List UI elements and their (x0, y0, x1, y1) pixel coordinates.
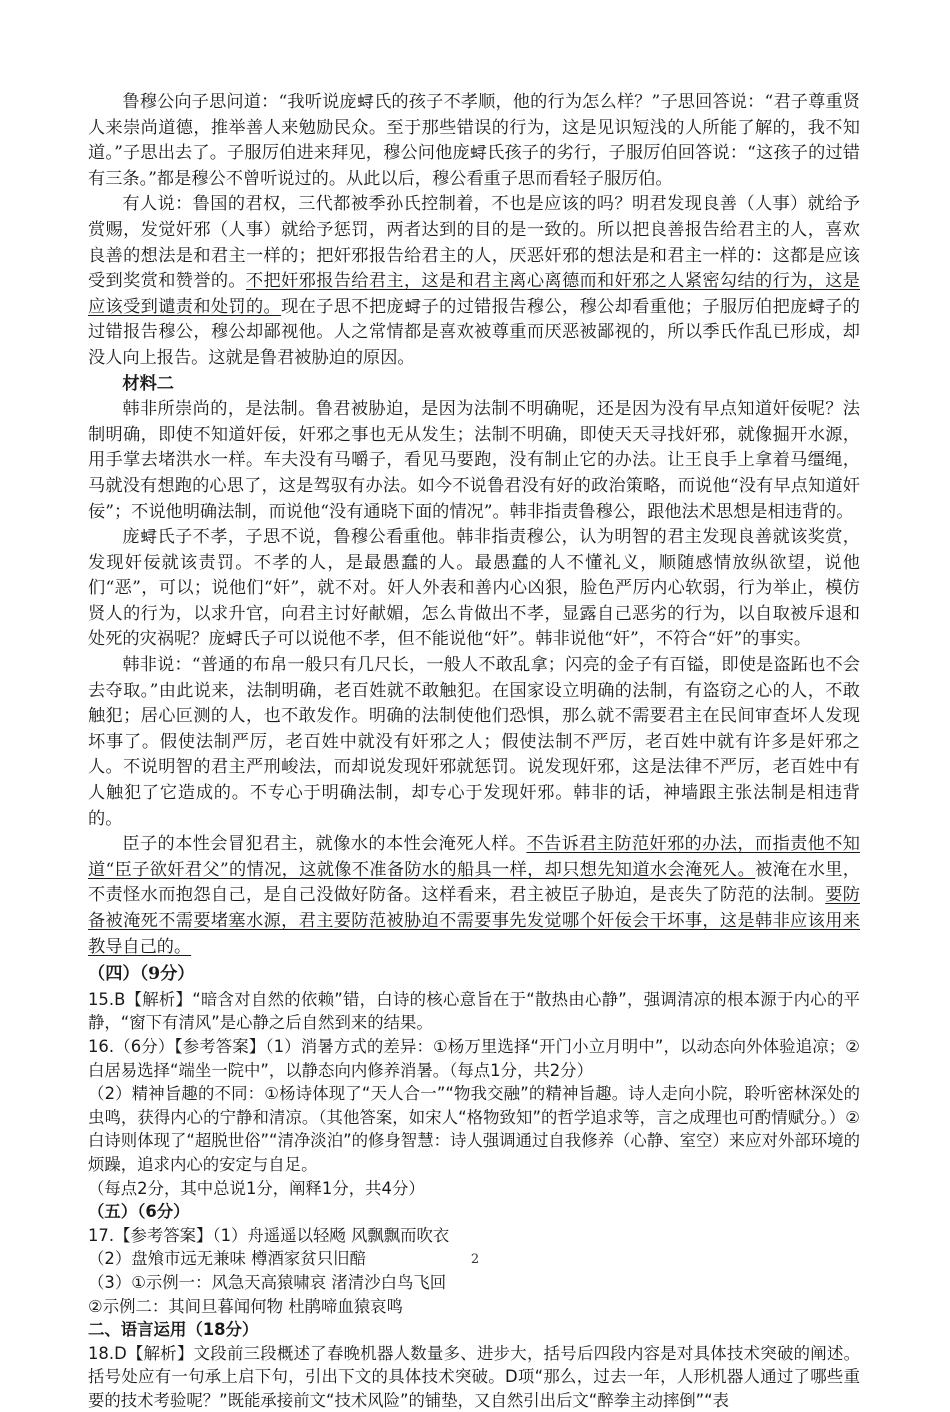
answer-q16-scoring: （每点2分，其中总说1分，阐释1分，共4分） (88, 1178, 425, 1198)
answer-q17-line1: 17.【参考答案】（1）舟遥遥以轻飏 风飘飘而吹衣 (88, 1225, 450, 1245)
section-four-heading: （四）（9分） (88, 964, 195, 985)
material-one-paragraph-1: 鲁穆公向子思问道：“我听说庞𫊻氏的孩子不孝顺，他的行为怎么样？”子思回答说：“君子尊重贤人来崇尚道德，推举善人来勉励民众。至于那些错误的行为，这是见识短浅的人所能了解的，我不知道。”子思出去了。子服厉伯进来拜见，穆公问他庞𫊻氏孩子的劣行，子服厉伯回答说：“这孩子的过错有三条。”都是穆公不曾听说过的。从此以后，穆公看重子思而看轻子服厉伯。 (88, 92, 860, 189)
paragraph-text: 现在子思不把庞𫊻子的过错报告穆公，穆公却看重他；子服厉伯把庞𫊻子的过错报告穆公，穆公却鄙视他。人之常情都是喜欢被尊重而厌恶被鄙视的，所以季氏作乱已形成，却没人向上报告。这就是鲁君被胁迫的原因。 (88, 296, 860, 368)
material-one-paragraph-2 (88, 192, 860, 371)
answer-q17-line2: （2）盘飧市远无兼味 樽酒家贫只旧醅 (88, 1249, 366, 1269)
paragraph-text: 被淹在水里，不责怪水而抱怨自己，是自己没做好防备。这样看来，君主被臣子胁迫，是丧失了防范的法制。 (88, 859, 860, 906)
material-two-paragraph-1: 韩非所崇尚的，是法制。鲁君被胁迫，是因为法制不明确呢，还是因为没有早点知道奸佞呢？法制明确，即使不知道奸佞，奸邪之事也无从发生；法制不明确，即使天天寻找奸邪，就像掘开水源，用手掌去堵洪水一样。车夫没有马嚼子，看见马要跑，没有制止它的办法。让王良手上拿着马缰绳，马就没有想跑的心思了，这是驾驭有办法。如今不说鲁君没有好的政治策略，而说他“没有早点知道奸佞”；不说他明确法制，而说他“没有通晓下面的情况”。韩非指责鲁穆公，跟他法术思想是相违背的。 (88, 399, 860, 522)
section-five-heading: （五）（6分） (88, 1202, 190, 1222)
paragraph-text: 有人说：鲁国的君权，三代都被季孙氏控制着，不也是应该的吗？明君发现良善（人事）就给予赏赐，发觉奸邪（人事）就给予惩罚，两者达到的目的是一致的。所以把良善报告给君主的人，喜欢良善的想法是和君主一样的；把奸邪报告给君主的人，厌恶奸邪的想法是和君主一样的：这都是应该受到奖赏和赞誉的。 (88, 194, 860, 292)
material-two-heading: 材料二 (122, 373, 174, 394)
material-two-paragraph-4 (88, 832, 860, 960)
answer-q16-part1: 16.（6分）【参考答案】（1）消暑方式的差异：①杨万里选择“开门小立月明中”，以动态向外体验追凉；②白居易选择“端坐一院中”，以静态向内修养消暑。（每点1分，共2分） (88, 1036, 860, 1080)
document-page (88, 90, 860, 1412)
language-use-heading: 二、语言运用（18分） (88, 1320, 259, 1340)
underlined-sentence: 不告诉君主防范奸邪的办法，而指责他不知道“臣子欲奸君父”的情况，这就像不准备防水的船具一样，却只想先知道水会淹死人。 (88, 834, 860, 880)
answer-q17-line4: ②示例二：其间旦暮闻何物 杜鹃啼血猿哀鸣 (88, 1296, 403, 1316)
answer-q17-line3: （3）①示例一：风急天高猿啸哀 渚清沙白鸟飞回 (88, 1272, 447, 1292)
underlined-sentence: 要防备被淹死不需要堵塞水源，君主要防范被胁迫不需要事先发觉哪个奸佞会干坏事，这是韩非应该用来教导自己的。 (88, 885, 860, 957)
page-number: 2 (470, 1252, 480, 1267)
material-two-paragraph-2: 庞𫊻氏子不孝，子思不说，鲁穆公看重他。韩非指责穆公，认为明智的君主发现良善就该奖赏，发现奸佞就该责罚。不孝的人，是最愚蠢的人。最愚蠢的人不懂礼义，顺随感情放纵欲望，说他们“恶”，可以；说他们“奸”，就不对。奸人外表和善内心凶狠，脸色严厉内心软弱，行为举止，模仿贤人的行为，以求升官，向君主讨好献媚，怎么肯做出不孝，显露自己恶劣的行为，以自取被斥退和处死的灾祸呢？庞𫊻氏子可以说他不孝，但不能说他“奸”。韩非说他“奸”，不符合“奸”的事实。 (88, 527, 860, 650)
underlined-sentence: 不把奸邪报告给君主，这是和君主离心离德而和奸邪之人紧密勾结的行为，这是应该受到谴责和处罚的。 (88, 271, 860, 317)
answer-q18: 18.D【解析】文段前三段概述了春晚机器人数量多、进步大，括号后四段内容是对具体技术突破的阐述。括号处应有一句承上启下句，引出下文的具体技术突破。D项“那么，过去一年，人形机器人通过了哪些重要的技术考验呢？”既能承接前文“技术风险”的铺垫，又自然引出后文“醉拳主动摔倒”“表 (88, 1343, 860, 1410)
material-two-paragraph-3: 韩非说：“普通的布帛一般只有几尺长，一般人不敢乱拿；闪亮的金子有百镒，即使是盗跖也不会去夺取。”由此说来，法制明确，老百姓就不敢触犯。在国家设立明确的法制，有盗窃之心的人，不敢触犯；居心叵测的人，也不敢发作。明确的法制使他们恐惧，那么就不需要君主在民间审查坏人发现坏事了。假使法制严厉，老百姓中就没有奸邪之人；假使法制不严厉，老百姓中就有许多是奸邪之人。不说明智的君主严刑峻法，而却说发现奸邪就惩罚。说发现奸邪，这是法律不严厉，老百姓中有人触犯了它造成的。不专心于明确法制，却专心于发现奸邪。韩非的话，神墙跟主张法制是相违背的。 (88, 655, 860, 829)
answer-q15: 15.B【解析】“暗含对自然的依赖”错，白诗的核心意旨在于“散热由心静”，强调清凉的根本源于内心的平静，“窗下有清风”是心静之后自然到来的结果。 (88, 989, 860, 1033)
paragraph-text: 臣子的本性会冒犯君主，就像水的本性会淹死人样。 (122, 834, 527, 855)
answer-q16-part2: （2）精神旨趣的不同：①杨诗体现了“天人合一”“物我交融”的精神旨趣。诗人走向小院，聆听密林深处的虫鸣，获得内心的宁静和清凉。（其他答案，如宋人“格物致知”的哲学追求等，言之成理也可酌情赋分。）②白诗则体现了“超脱世俗”“清净淡泊”的修身智慧：诗人强调通过自我修养（心静、室空）来应对外部环境的烦躁，追求内心的安定与自足。 (88, 1084, 860, 1174)
